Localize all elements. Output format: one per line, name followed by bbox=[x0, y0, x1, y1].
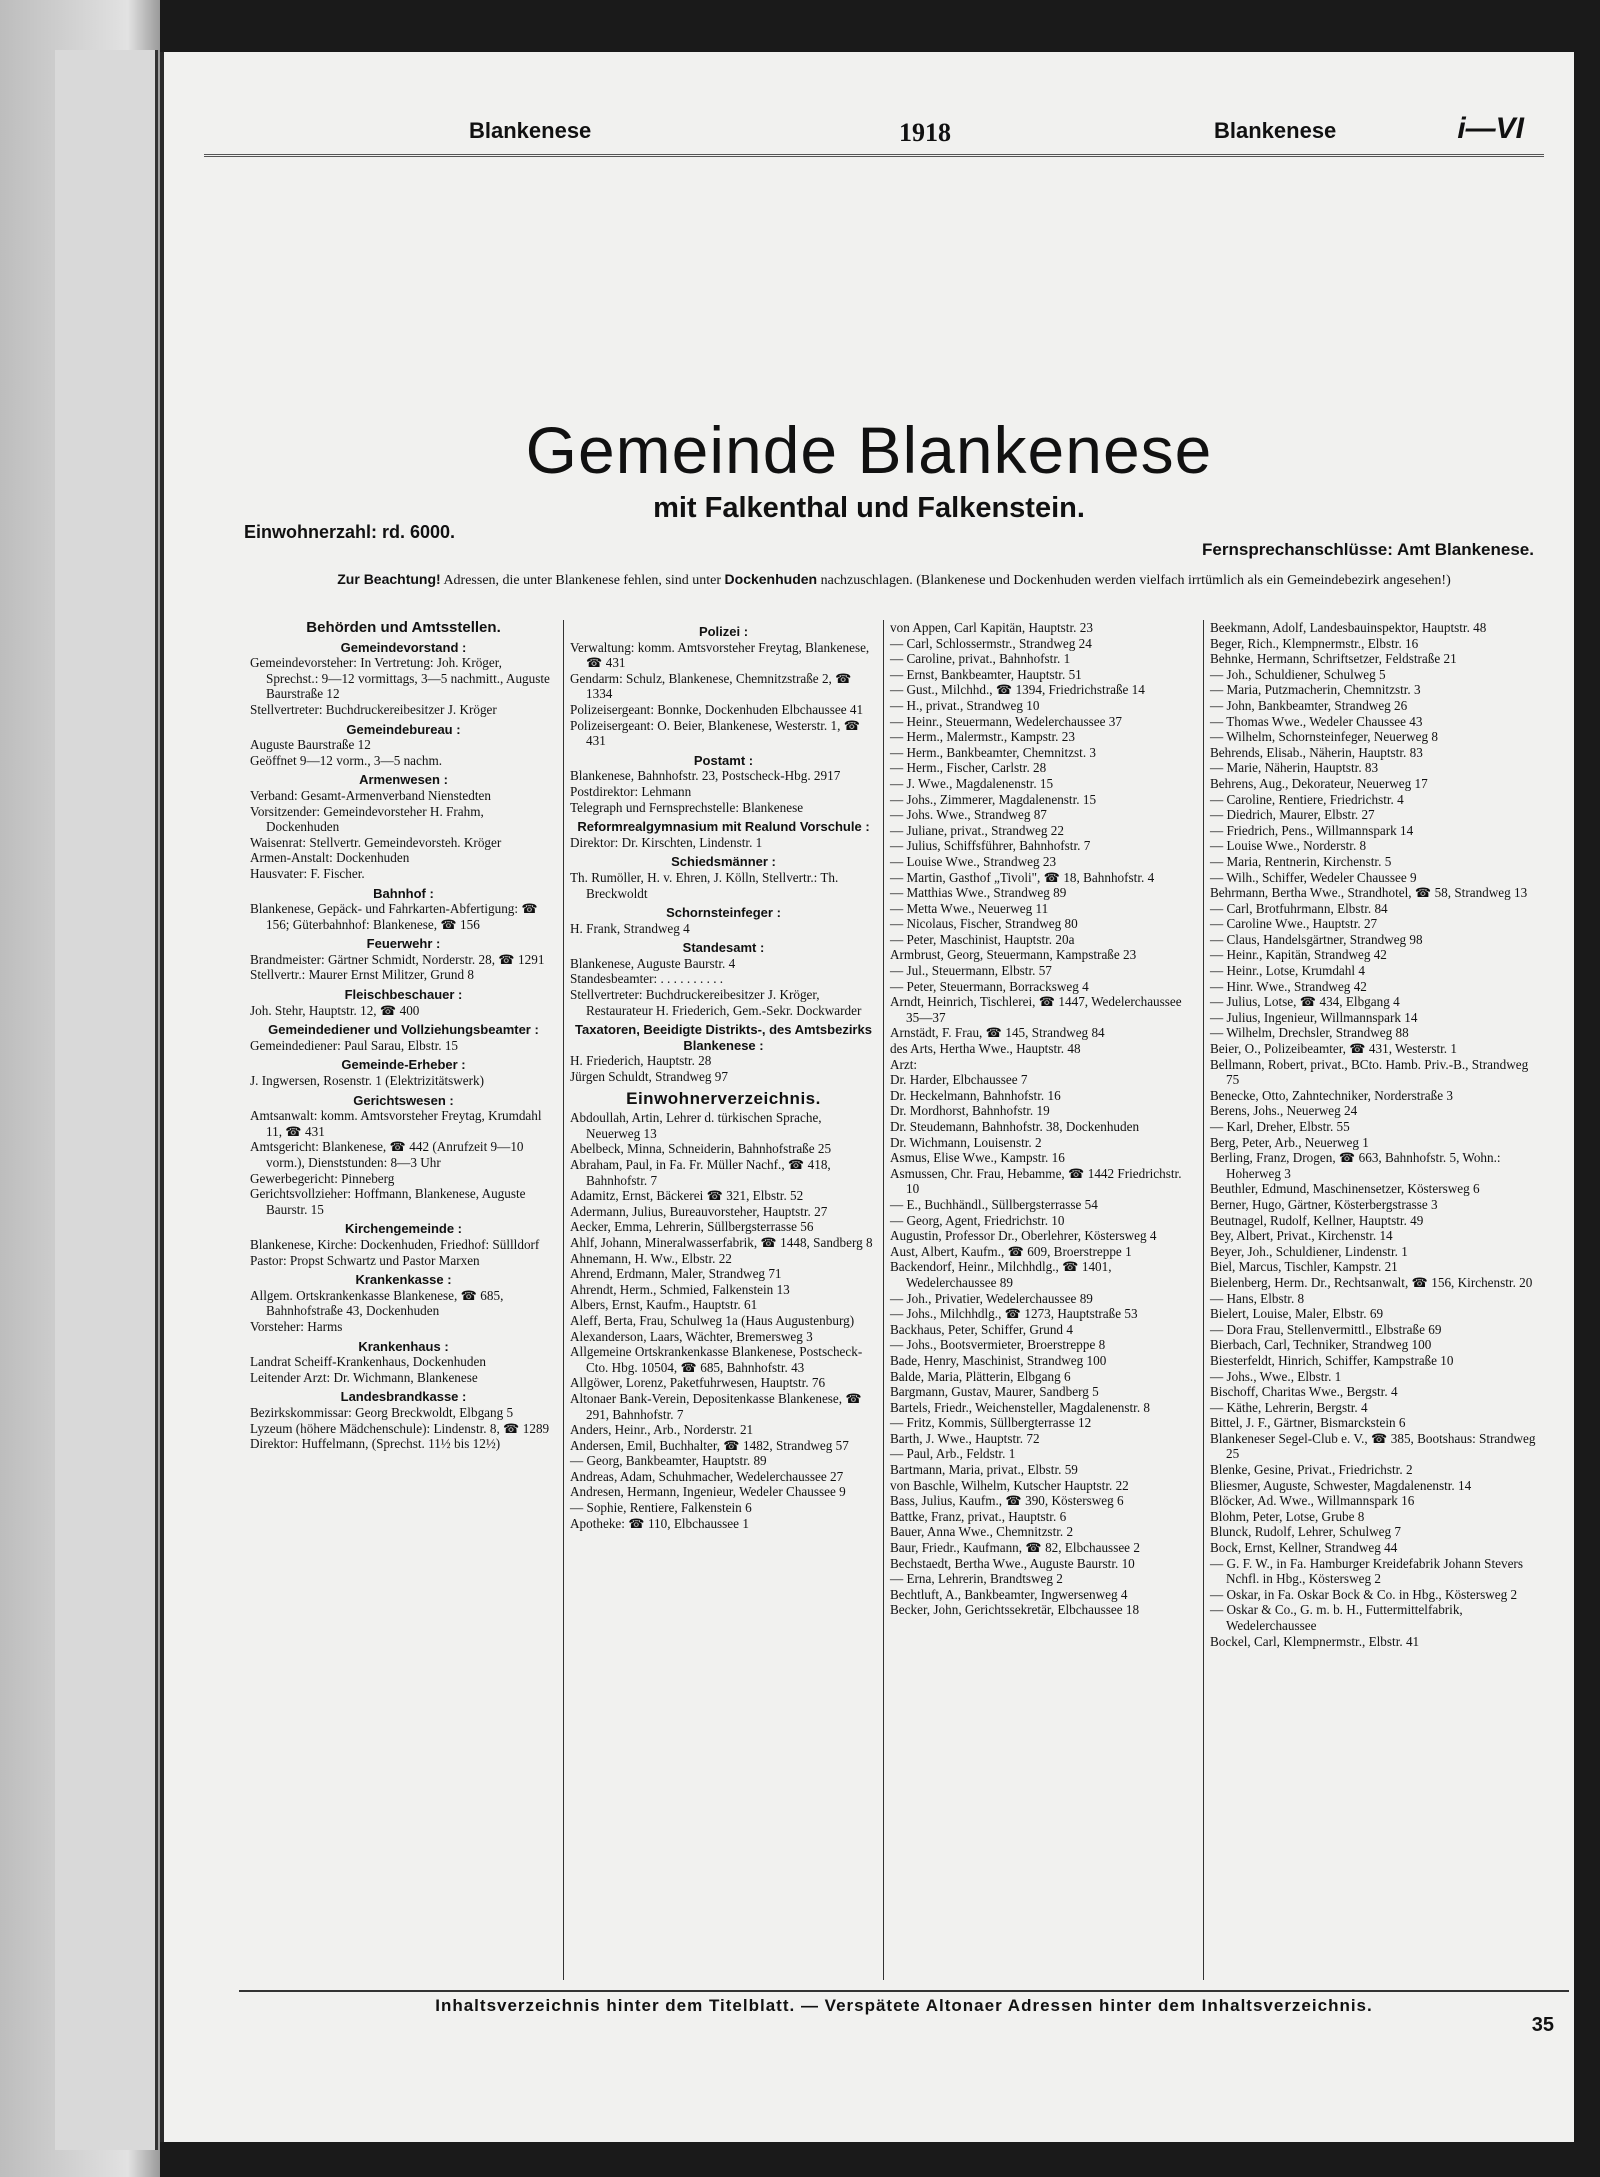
directory-entry: — Joh., Privatier, Wedelerchaussee 89 bbox=[890, 1290, 1093, 1306]
directory-entry: Barth, J. Wwe., Hauptstr. 72 bbox=[890, 1430, 1040, 1446]
directory-entry: Arzt: bbox=[890, 1056, 918, 1072]
directory-entry: — Fritz, Kommis, Süllbergterrasse 12 bbox=[890, 1415, 1092, 1431]
section-heading: Schornsteinfeger : bbox=[666, 905, 781, 921]
directory-entry: — Matthias Wwe., Strandweg 89 bbox=[890, 885, 1067, 901]
directory-entry: Bauer, Anna Wwe., Chemnitzstr. 2 bbox=[890, 1524, 1074, 1540]
directory-columns bbox=[244, 620, 1544, 1980]
directory-entry: Stellvertr.: Maurer Ernst Militzer, Grund 8 bbox=[250, 967, 474, 983]
directory-entry: — Marie, Näherin, Hauptstr. 83 bbox=[1210, 760, 1379, 776]
directory-entry: Battke, Franz, privat., Hauptstr. 6 bbox=[890, 1508, 1067, 1524]
book-spine bbox=[55, 50, 158, 2150]
directory-entry: — Friedrich, Pens., Willmannspark 14 bbox=[1210, 822, 1414, 838]
section-heading: Landesbrandkasse : bbox=[340, 1389, 467, 1405]
directory-entry: — Maria, Rentnerin, Kirchenstr. 5 bbox=[1210, 853, 1392, 869]
directory-entry: Auguste Baurstraße 12 bbox=[250, 737, 371, 753]
directory-entry: — Thomas Wwe., Wedeler Chaussee 43 bbox=[1210, 713, 1423, 729]
directory-entry: Bartels, Friedr., Weichensteller, Magdalenenstr. 8 bbox=[890, 1399, 1151, 1415]
directory-entry: Leitender Arzt: Dr. Wichmann, Blankenese bbox=[250, 1369, 478, 1385]
directory-entry: — Oskar, in Fa. Oskar Bock & Co. in Hbg., Köstersweg 2 bbox=[1210, 1586, 1518, 1602]
directory-entry: Bechtluft, A., Bankbeamter, Ingwersenweg 4 bbox=[890, 1586, 1128, 1602]
directory-entry: Standesbeamter: . . . . . . . . . . bbox=[570, 971, 724, 987]
section-heading: Standesamt : bbox=[682, 940, 765, 956]
section-heading: Gemeindediener und Vollziehungsbeamter : bbox=[268, 1022, 539, 1038]
section-heading: Feuerwehr : bbox=[366, 936, 441, 952]
directory-entry: — Herm., Malermstr., Kampstr. 23 bbox=[890, 729, 1075, 745]
directory-entry: Augustin, Professor Dr., Oberlehrer, Köstersweg 4 bbox=[890, 1228, 1157, 1244]
directory-entry: Berg, Peter, Arb., Neuerweg 1 bbox=[1210, 1134, 1369, 1150]
directory-entry: Aust, Albert, Kaufm., ☎ 609, Broerstreppe 1 bbox=[890, 1243, 1132, 1259]
directory-entry: Gendarm: Schulz, Blankenese, Chemnitzstraße 2, ☎ 1334 bbox=[570, 670, 852, 702]
directory-entry: Bartmann, Maria, privat., Elbstr. 59 bbox=[890, 1462, 1078, 1478]
directory-entry: Beutnagel, Rudolf, Kellner, Hauptstr. 49 bbox=[1210, 1212, 1424, 1228]
directory-entry: — Julius, Lotse, ☎ 434, Elbgang 4 bbox=[1210, 994, 1400, 1010]
directory-entry: Gemeindediener: Paul Sarau, Elbstr. 15 bbox=[250, 1037, 459, 1053]
directory-entry: — Wilh., Schiffer, Wedeler Chaussee 9 bbox=[1210, 869, 1417, 885]
directory-entry: Allgemeine Ortskrankenkasse Blankenese, Postscheck-Cto. Hbg. 10504, ☎ 685, Bahnhofstr. 43 bbox=[570, 1344, 863, 1375]
directory-entry: — Heinr., Lotse, Krumdahl 4 bbox=[1210, 963, 1365, 979]
directory-entry: Asmussen, Chr. Frau, Hebamme, ☎ 1442 Friedrichstr. 10 bbox=[890, 1165, 1182, 1197]
directory-entry: Gerichtsvollzieher: Hoffmann, Blankenese, Auguste Baurstr. 15 bbox=[250, 1186, 526, 1217]
directory-entry: Th. Rumöller, H. v. Ehren, J. Kölln, Stellvertr.: Th. Breckwoldt bbox=[570, 869, 839, 901]
directory-entry: — Johs. Wwe., Strandweg 87 bbox=[890, 807, 1047, 823]
section-heading: Polizei : bbox=[698, 624, 749, 639]
directory-entry: — Maria, Putzmacherin, Chemnitzstr. 3 bbox=[1210, 682, 1421, 698]
directory-entry: — Peter, Steuermann, Borracksweg 4 bbox=[890, 978, 1089, 994]
section-heading: Postamt : bbox=[693, 752, 754, 768]
directory-entry: — Georg, Bankbeamter, Hauptstr. 89 bbox=[570, 1453, 767, 1469]
section-heading: Fleischbeschauer : bbox=[344, 987, 463, 1003]
notice-rest: nachzuschlagen. (Blankenese und Dockenhuden werden vielfach irrtümlich als ein Gemeindebezirk angesehen!) bbox=[820, 573, 1451, 588]
directory-entry: Biesterfeldt, Hinrich, Schiffer, Kampstraße 10 bbox=[1210, 1352, 1454, 1368]
directory-entry: — Erna, Lehrerin, Brandtsweg 2 bbox=[890, 1571, 1063, 1587]
directory-entry: Alexanderson, Laars, Wächter, Bremersweg 3 bbox=[570, 1328, 813, 1344]
directory-entry: — Julius, Ingenieur, Willmannspark 14 bbox=[1210, 1009, 1418, 1025]
section-heading: Behörden und Amtsstellen. bbox=[306, 620, 501, 636]
directory-entry: Abelbeck, Minna, Schneiderin, Bahnhofstraße 25 bbox=[570, 1141, 832, 1157]
section-heading: Taxatoren, Beeidigte Distrikts-, des Amtsbezirks Blankenese : bbox=[575, 1022, 872, 1053]
directory-entry: Blöcker, Ad. Wwe., Willmannspark 16 bbox=[1210, 1493, 1415, 1509]
directory-entry: — Louise Wwe., Norderstr. 8 bbox=[1210, 838, 1367, 854]
section-heading: Bahnhof : bbox=[373, 885, 434, 901]
directory-entry: Balde, Maria, Plätterin, Elbgang 6 bbox=[890, 1368, 1071, 1384]
directory-entry: — Johs., Bootsvermieter, Broerstreppe 8 bbox=[890, 1337, 1106, 1353]
directory-entry: — Caroline, Rentiere, Friedrichstr. 4 bbox=[1210, 791, 1404, 807]
directory-entry: Bechstaedt, Bertha Wwe., Auguste Baurstr. 10 bbox=[890, 1555, 1135, 1571]
directory-entry: Bock, Ernst, Kellner, Strandweg 44 bbox=[1210, 1540, 1398, 1556]
directory-entry: — Louise Wwe., Strandweg 23 bbox=[890, 853, 1057, 869]
directory-entry: Pastor: Propst Schwartz und Pastor Marxen bbox=[250, 1252, 480, 1268]
directory-entry: — Johs., Zimmerer, Magdalenenstr. 15 bbox=[890, 791, 1097, 807]
directory-entry: Altonaer Bank-Verein, Depositenkasse Blankenese, ☎ 291, Bahnhofstr. 7 bbox=[570, 1390, 862, 1422]
directory-entry: Becker, John, Gerichtssekretär, Elbchaussee 18 bbox=[890, 1602, 1140, 1618]
directory-entry: — Käthe, Lehrerin, Bergstr. 4 bbox=[1210, 1399, 1368, 1415]
section-heading: Krankenhaus : bbox=[358, 1338, 449, 1354]
directory-entry: — Gust., Milchhd., ☎ 1394, Friedrichstraße 14 bbox=[890, 682, 1145, 698]
directory-entry: Dr. Harder, Elbchaussee 7 bbox=[890, 1072, 1028, 1088]
directory-entry: Ahnemann, H. Ww., Elbstr. 22 bbox=[570, 1250, 732, 1266]
directory-entry: Dr. Heckelmann, Bahnhofstr. 16 bbox=[890, 1087, 1061, 1103]
directory-entry: Blenke, Gesine, Privat., Friedrichstr. 2 bbox=[1210, 1462, 1413, 1478]
directory-entry: — G. F. W., in Fa. Hamburger Kreidefabrik Johann Stevers Nchfl. in Hbg., Köstersweg 2 bbox=[1210, 1555, 1523, 1587]
directory-entry: Asmus, Elise Wwe., Kampstr. 16 bbox=[890, 1150, 1065, 1166]
directory-entry: Arndt, Heinrich, Tischlerei, ☎ 1447, Wedelerchaussee 35—37 bbox=[890, 994, 1182, 1025]
directory-entry: Stellvertreter: Buchdruckereibesitzer J. Kröger bbox=[250, 701, 497, 717]
directory-entry: Polizeisergeant: Bonnke, Dockenhuden Elbchaussee 41 bbox=[570, 701, 864, 717]
directory-entry: Vorsteher: Harms bbox=[250, 1318, 343, 1334]
section-heading: Armenwesen : bbox=[359, 772, 448, 788]
notice-bold: Dockenhuden bbox=[724, 571, 818, 587]
directory-entry: — Caroline Wwe., Hauptstr. 27 bbox=[1210, 916, 1378, 932]
page-title: Gemeinde Blankenese bbox=[525, 413, 1213, 487]
directory-entry: Berling, Franz, Drogen, ☎ 663, Bahnhofstr. 5, Wohn.: Hoherweg 3 bbox=[1210, 1150, 1501, 1181]
running-head-year: 1918 bbox=[899, 118, 951, 147]
directory-entry: Adermann, Julius, Bureauvorsteher, Hauptstr. 27 bbox=[570, 1203, 828, 1219]
section-heading: Gerichtswesen : bbox=[353, 1092, 454, 1108]
directory-entry: Adamitz, Ernst, Bäckerei ☎ 321, Elbstr. 52 bbox=[570, 1188, 804, 1204]
directory-entry: Berens, Johs., Neuerweg 24 bbox=[1210, 1103, 1358, 1119]
directory-entry: Beyer, Joh., Schuldiener, Lindenstr. 1 bbox=[1210, 1243, 1408, 1259]
directory-entry: Aecker, Emma, Lehrerin, Süllbergsterrasse 56 bbox=[570, 1219, 814, 1235]
directory-entry: des Arts, Hertha Wwe., Hauptstr. 48 bbox=[890, 1041, 1081, 1057]
directory-entry: — Dora Frau, Stellenvermittl., Elbstraße 69 bbox=[1210, 1321, 1442, 1337]
directory-entry: Polizeisergeant: O. Beier, Blankenese, Westerstr. 1, ☎ 431 bbox=[570, 717, 861, 749]
phone-exchange-line: Fernsprechanschlüsse: Amt Blankenese. bbox=[1202, 540, 1534, 559]
directory-entry: Bade, Henry, Maschinist, Strandweg 100 bbox=[890, 1352, 1107, 1368]
directory-entry: Bittel, J. F., Gärtner, Bismarckstein 6 bbox=[1210, 1415, 1406, 1431]
section-heading: Krankenkasse : bbox=[355, 1272, 452, 1288]
directory-entry: Telegraph und Fernsprechstelle: Blankenese bbox=[570, 799, 804, 815]
directory-entry: Blankenese, Kirche: Dockenhuden, Friedhof: Süllldorf bbox=[250, 1236, 540, 1252]
directory-entry: Bass, Julius, Kaufm., ☎ 390, Köstersweg 6 bbox=[890, 1493, 1124, 1509]
directory-entry: — Jul., Steuermann, Elbstr. 57 bbox=[890, 963, 1052, 979]
running-head-left: Blankenese bbox=[469, 118, 592, 143]
directory-entry: H. Friederich, Hauptstr. 28 bbox=[570, 1053, 712, 1069]
directory-entry: Ahrend, Erdmann, Maler, Strandweg 71 bbox=[570, 1266, 782, 1282]
directory-entry: Bielenberg, Herm. Dr., Rechtsanwalt, ☎ 156, Kirchenstr. 20 bbox=[1210, 1274, 1533, 1290]
directory-entry: Abdoullah, Artin, Lehrer d. türkischen Sprache, Neuerweg 13 bbox=[570, 1110, 822, 1141]
directory-entry: — Carl, Brotfuhrmann, Elbstr. 84 bbox=[1210, 900, 1388, 916]
directory-entry: Bischoff, Charitas Wwe., Bergstr. 4 bbox=[1210, 1384, 1398, 1400]
directory-entry: — Johs., Wwe., Elbstr. 1 bbox=[1210, 1368, 1342, 1384]
directory-entry: Postdirektor: Lehmann bbox=[570, 783, 692, 799]
directory-entry: Dr. Wichmann, Louisenstr. 2 bbox=[890, 1134, 1042, 1150]
directory-entry: — Carl, Schlossermstr., Strandweg 24 bbox=[890, 635, 1092, 651]
directory-entry: Bellmann, Robert, privat., BCto. Hamb. Priv.-B., Strandweg 75 bbox=[1210, 1056, 1529, 1088]
page-subtitle: mit Falkenthal und Falkenstein. bbox=[653, 492, 1085, 524]
directory-entry: Stellvertreter: Buchdruckereibesitzer J. Kröger, Restaurateur H. Friederich, Gem.-Sekr. Dockwarder bbox=[570, 987, 862, 1018]
directory-entry: — Joh., Schuldiener, Schulweg 5 bbox=[1210, 666, 1386, 682]
directory-entry: — Wilhelm, Drechsler, Strandweg 88 bbox=[1210, 1025, 1409, 1041]
directory-entry: — Ernst, Bankbeamter, Hauptstr. 51 bbox=[890, 666, 1082, 682]
directory-entry: Dr. Steudemann, Bahnhofstr. 38, Dockenhuden bbox=[890, 1119, 1140, 1134]
directory-entry: von Baschle, Wilhelm, Kutscher Hauptstr. 22 bbox=[890, 1477, 1129, 1493]
directory-entry: Armen-Anstalt: Dockenhuden bbox=[250, 850, 410, 866]
notice bbox=[314, 570, 1474, 590]
directory-entry: Dr. Mordhorst, Bahnhofstr. 19 bbox=[890, 1103, 1050, 1119]
directory-entry: Andersen, Emil, Buchhalter, ☎ 1482, Strandweg 57 bbox=[570, 1437, 849, 1453]
running-head bbox=[204, 114, 1544, 157]
directory-entry: — Diedrich, Maurer, Elbstr. 27 bbox=[1210, 807, 1375, 823]
directory-entry: — John, Bankbeamter, Strandweg 26 bbox=[1210, 697, 1408, 713]
directory-entry: Behrends, Elisab., Näherin, Hauptstr. 83 bbox=[1210, 744, 1423, 760]
directory-entry: — Sophie, Rentiere, Falkenstein 6 bbox=[570, 1500, 752, 1516]
directory-entry: Blankenese, Bahnhofstr. 23, Postscheck-Hbg. 2917 bbox=[570, 768, 841, 784]
directory-entry: Bockel, Carl, Klempnermstr., Elbstr. 41 bbox=[1210, 1633, 1420, 1649]
directory-entry: Abraham, Paul, in Fa. Fr. Müller Nachf., ☎ 418, Bahnhofstr. 7 bbox=[570, 1157, 831, 1188]
directory-entry: Backhaus, Peter, Schiffer, Grund 4 bbox=[890, 1321, 1073, 1337]
section-heading: Reformrealgymnasium mit Realund Vorschule : bbox=[577, 819, 870, 835]
directory-entry: Jürgen Schuldt, Strandweg 97 bbox=[570, 1069, 728, 1085]
directory-entry: Beekmann, Adolf, Landesbauinspektor, Hauptstr. 48 bbox=[1210, 620, 1487, 635]
directory-entry: — Georg, Agent, Friedrichstr. 10 bbox=[890, 1212, 1065, 1228]
directory-entry: — Paul, Arb., Feldstr. 1 bbox=[890, 1446, 1016, 1462]
directory-entry: — E., Buchhändl., Süllbergsterrasse 54 bbox=[890, 1196, 1098, 1212]
directory-entry: Amtsgericht: Blankenese, ☎ 442 (Anrufzeit 9—10 vorm.), Dienststunden: 8—3 Uhr bbox=[250, 1139, 524, 1170]
directory-entry: Beuthler, Edmund, Maschinensetzer, Köstersweg 6 bbox=[1210, 1181, 1480, 1197]
directory-entry: Baur, Friedr., Kaufmann, ☎ 82, Elbchaussee 2 bbox=[890, 1540, 1140, 1556]
directory-entry: Gemeindevorsteher: In Vertretung: Joh. Kröger, Sprechst.: 9—12 vormittags, 3—5 nachmitt., Auguste Baurstraße 12 bbox=[250, 655, 550, 702]
running-head-right: Blankenese bbox=[1214, 118, 1337, 143]
directory-entry: Beger, Rich., Klempnermstr., Elbstr. 16 bbox=[1210, 635, 1419, 651]
directory-entry: Bliesmer, Auguste, Schwester, Magdalenenstr. 14 bbox=[1210, 1477, 1472, 1493]
directory-entry: — Wilhelm, Schornsteinfeger, Neuerweg 8 bbox=[1210, 729, 1438, 745]
directory-entry: — Nicolaus, Fischer, Strandweg 80 bbox=[890, 916, 1078, 932]
directory-entry: Behnke, Hermann, Schriftsetzer, Feldstraße 21 bbox=[1210, 651, 1457, 667]
directory-entry: Waisenrat: Stellvertr. Gemeindevorsteh. Kröger bbox=[250, 834, 502, 850]
directory-entry: Ahrendt, Herm., Schmied, Falkenstein 13 bbox=[570, 1281, 790, 1297]
directory-entry: Direktor: Dr. Kirschten, Lindenstr. 1 bbox=[570, 834, 763, 850]
directory-entry: Berner, Hugo, Gärtner, Kösterbergstrasse 3 bbox=[1210, 1196, 1438, 1212]
scan-border bbox=[1570, 0, 1600, 2177]
directory-entry: von Appen, Carl Kapitän, Hauptstr. 23 bbox=[890, 620, 1093, 635]
directory-entry: Bierbach, Carl, Techniker, Strandweg 100 bbox=[1210, 1337, 1432, 1353]
directory-entry: — J. Wwe., Magdalenenstr. 15 bbox=[890, 775, 1054, 791]
directory-entry: — H., privat., Strandweg 10 bbox=[890, 697, 1040, 713]
directory-entry: Blankeneser Segel-Club e. V., ☎ 385, Bootshaus: Strandweg 25 bbox=[1210, 1430, 1536, 1462]
directory-entry: Anders, Heinr., Arb., Norderstr. 21 bbox=[570, 1422, 754, 1438]
notice-prefix: Zur Beachtung! bbox=[337, 571, 441, 587]
directory-entry: Armbrust, Georg, Steuermann, Kampstraße 23 bbox=[890, 947, 1137, 963]
directory-entry: H. Frank, Strandweg 4 bbox=[570, 920, 690, 936]
column-authorities bbox=[244, 620, 564, 1980]
section-heading: Kirchengemeinde : bbox=[344, 1221, 463, 1237]
directory-entry: — Herm., Fischer, Carlstr. 28 bbox=[890, 760, 1047, 776]
directory-entry: Brandmeister: Gärtner Schmidt, Norderstr. 28, ☎ 1291 bbox=[250, 951, 545, 967]
directory-entry: Ahlf, Johann, Mineralwasserfabrik, ☎ 1448, Sandberg 8 bbox=[570, 1234, 873, 1250]
notice-text: Adressen, die unter Blankenese fehlen, sind unter bbox=[443, 573, 722, 588]
directory-entry: Andreas, Adam, Schuhmacher, Wedelerchaussee 27 bbox=[570, 1468, 844, 1484]
directory-entry: Behrens, Aug., Dekorateur, Neuerweg 17 bbox=[1210, 775, 1428, 791]
directory-entry: Lyzeum (höhere Mädchenschule): Lindenstr. 8, ☎ 1289 bbox=[250, 1420, 550, 1436]
directory-entry: J. Ingwersen, Rosenstr. 1 (Elektrizitätswerk) bbox=[250, 1073, 485, 1089]
directory-entry: Biel, Marcus, Tischler, Kampstr. 21 bbox=[1210, 1259, 1398, 1275]
directory-entry: Aleff, Berta, Frau, Schulweg 1a (Haus Augustenburg) bbox=[570, 1312, 855, 1328]
directory-entry: Allgem. Ortskrankenkasse Blankenese, ☎ 685, Bahnhofstraße 43, Dockenhuden bbox=[250, 1287, 504, 1319]
directory-entry: — Caroline, privat., Bahnhofstr. 1 bbox=[890, 651, 1071, 667]
population-line: Einwohnerzahl: rd. 6000. bbox=[244, 522, 456, 542]
directory-entry: Gewerbegericht: Pinneberg bbox=[250, 1170, 395, 1186]
footer-note: Inhaltsverzeichnis hinter dem Titelblatt. — Verspätete Altonaer Adressen hinter dem Inhaltsverzeichnis. bbox=[239, 1990, 1569, 2016]
directory-entry: Landrat Scheiff-Krankenhaus, Dockenhuden bbox=[250, 1354, 486, 1370]
column-police-residents bbox=[564, 620, 884, 1980]
directory-entry: — Hans, Elbstr. 8 bbox=[1210, 1290, 1305, 1306]
directory-entry: Hausvater: F. Fischer. bbox=[250, 865, 365, 881]
directory-entry: Blankenese, Auguste Baurstr. 4 bbox=[570, 955, 736, 971]
directory-entry: Apotheke: ☎ 110, Elbchaussee 1 bbox=[570, 1515, 749, 1531]
directory-entry: — Heinr., Steuermann, Wedelerchaussee 37 bbox=[890, 713, 1122, 729]
section-heading: Schiedsmänner : bbox=[671, 854, 776, 870]
directory-entry: Backendorf, Heinr., Milchhdlg., ☎ 1401, Wedelerchaussee 89 bbox=[890, 1259, 1112, 1290]
section-heading: Gemeindevorstand : bbox=[340, 639, 467, 655]
directory-entry: — Julius, Schiffsführer, Bahnhofstr. 7 bbox=[890, 838, 1091, 854]
directory-entry: — Hinr. Wwe., Strandweg 42 bbox=[1210, 978, 1367, 994]
directory-entry: Geöffnet 9—12 vorm., 3—5 nachm. bbox=[250, 752, 443, 768]
directory-entry: Behrmann, Bertha Wwe., Strandhotel, ☎ 58, Strandweg 13 bbox=[1210, 885, 1528, 901]
directory-entry: Albers, Ernst, Kaufm., Hauptstr. 61 bbox=[570, 1297, 758, 1313]
directory-entry: Beier, O., Polizeibeamter, ☎ 431, Westerstr. 1 bbox=[1210, 1041, 1457, 1057]
directory-entry: Bey, Albert, Privat., Kirchenstr. 14 bbox=[1210, 1228, 1393, 1244]
directory-entry: — Metta Wwe., Neuerweg 11 bbox=[890, 900, 1049, 916]
directory-entry: Verwaltung: komm. Amtsvorsteher Freytag, Blankenese, ☎ 431 bbox=[570, 639, 870, 671]
directory-entry: — Peter, Maschinist, Hauptstr. 20a bbox=[890, 931, 1075, 947]
directory-entry: Arnstädt, F. Frau, ☎ 145, Strandweg 84 bbox=[890, 1025, 1105, 1041]
directory-entry: — Karl, Dreher, Elbstr. 55 bbox=[1210, 1119, 1350, 1134]
directory-entry: Bielert, Louise, Maler, Elbstr. 69 bbox=[1210, 1306, 1384, 1322]
section-heading: Gemeindebureau : bbox=[346, 721, 461, 737]
directory-entry: Bezirkskommissar: Georg Breckwoldt, Elbgang 5 bbox=[250, 1404, 514, 1420]
directory-page bbox=[160, 52, 1574, 2142]
register-heading: Einwohnerverzeichnis. bbox=[626, 1088, 821, 1108]
directory-entry: Joh. Stehr, Hauptstr. 12, ☎ 400 bbox=[250, 1002, 420, 1018]
directory-entry: Andresen, Hermann, Ingenieur, Wedeler Chaussee 9 bbox=[570, 1484, 846, 1500]
page-number: 35 bbox=[1531, 2014, 1554, 2036]
directory-entry: Blankenese, Gepäck- und Fahrkarten-Abfertigung: ☎ 156; Güterbahnhof: Blankenese, ☎ 156 bbox=[250, 901, 538, 932]
directory-entry: — Martin, Gasthof „Tivoli", ☎ 18, Bahnhofstr. 4 bbox=[890, 869, 1155, 885]
directory-entry: — Heinr., Kapitän, Strandweg 42 bbox=[1210, 947, 1387, 963]
directory-entry: — Herm., Bankbeamter, Chemnitzst. 3 bbox=[890, 744, 1097, 760]
directory-entry: Blohm, Peter, Lotse, Grube 8 bbox=[1210, 1508, 1365, 1524]
directory-entry: Benecke, Otto, Zahntechniker, Norderstraße 3 bbox=[1210, 1087, 1453, 1103]
directory-entry: — Oskar & Co., G. m. b. H., Futtermittelfabrik, Wedelerchaussee bbox=[1210, 1602, 1463, 1633]
directory-entry: Allgöwer, Lorenz, Paketfuhrwesen, Hauptstr. 76 bbox=[570, 1375, 826, 1391]
section-heading: Gemeinde-Erheber : bbox=[341, 1057, 466, 1073]
column-residents-b bbox=[1204, 620, 1544, 1980]
directory-entry: — Juliane, privat., Strandweg 22 bbox=[890, 822, 1064, 838]
directory-entry: — Johs., Milchhdlg., ☎ 1273, Hauptstraße 53 bbox=[890, 1306, 1138, 1322]
directory-entry: Blunck, Rudolf, Lehrer, Schulweg 7 bbox=[1210, 1524, 1402, 1540]
directory-entry: Bargmann, Gustav, Maurer, Sandberg 5 bbox=[890, 1384, 1099, 1400]
running-head-page-mark: i—VI bbox=[1457, 112, 1524, 145]
directory-entry: — Claus, Handelsgärtner, Strandweg 98 bbox=[1210, 931, 1423, 947]
column-residents-a-b bbox=[884, 620, 1204, 1980]
directory-entry: Verband: Gesamt-Armenverband Nienstedten bbox=[250, 787, 491, 803]
directory-entry: Vorsitzender: Gemeindevorsteher H. Frahm, Dockenhuden bbox=[250, 803, 484, 835]
directory-entry: Direktor: Huffelmann, (Sprechst. 11½ bis 12½) bbox=[250, 1436, 501, 1452]
directory-entry: Amtsanwalt: komm. Amtsvorsteher Freytag, Krumdahl 11, ☎ 431 bbox=[250, 1108, 542, 1139]
